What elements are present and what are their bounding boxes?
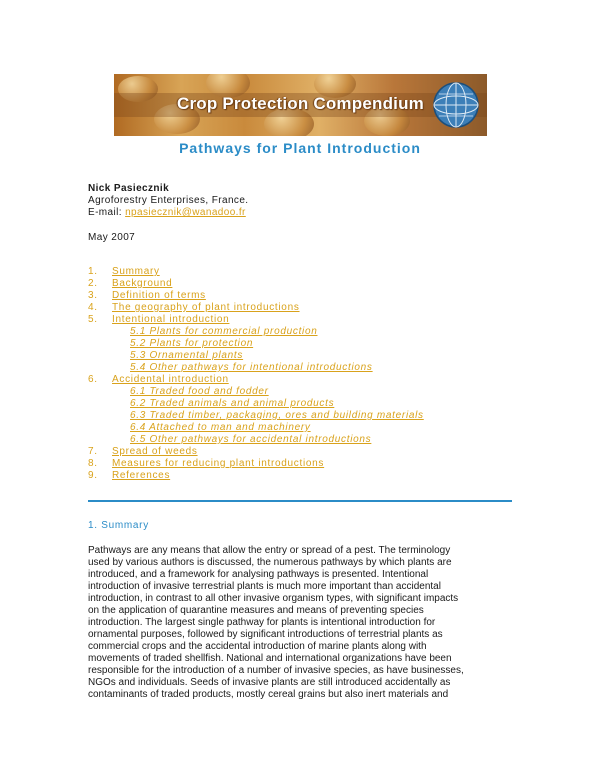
toc-label: 5.4 Other pathways for intentional introductions [130, 362, 373, 373]
toc-number: 2. [88, 278, 98, 289]
toc-label: 6.1 Traded food and fodder [130, 386, 269, 397]
header-banner [114, 74, 487, 136]
toc-label: 6.3 Traded timber, packaging, ores and building materials [130, 410, 424, 421]
summary-line: introduced, and a framework for analysing pathways is presented. Intentional [88, 569, 429, 580]
toc-link[interactable] [88, 422, 424, 434]
toc-number: 9. [88, 470, 98, 481]
table-of-contents [88, 266, 424, 482]
toc-number: 4. [88, 302, 98, 313]
toc-label: Definition of terms [112, 290, 206, 301]
toc-label: Measures for reducing plant introductions [112, 458, 325, 469]
summary-line: introduction of invasive terrestrial plants is much more important than accidental [88, 581, 441, 592]
toc-number: 1. [88, 266, 98, 277]
toc-number: 6. [88, 374, 98, 385]
summary-line: commercial crops and the accidental introduction of marine plants along with [88, 641, 427, 652]
author-email-line [88, 207, 246, 219]
summary-paragraph [88, 545, 516, 701]
toc-link[interactable] [88, 398, 424, 410]
toc-link[interactable] [88, 314, 424, 326]
toc-label: 6.2 Traded animals and animal products [130, 398, 335, 409]
toc-label: 5.3 Ornamental plants [130, 350, 244, 361]
summary-line: Pathways are any means that allow the entry or spread of a pest. The terminology [88, 545, 451, 556]
toc-link[interactable] [88, 266, 424, 278]
document-title: Pathways for Plant Introduction [179, 140, 421, 156]
toc-label: 5.1 Plants for commercial production [130, 326, 318, 337]
toc-link[interactable] [88, 350, 424, 362]
toc-label: The geography of plant introductions [112, 302, 300, 313]
toc-label: References [112, 470, 171, 481]
toc-link[interactable] [88, 374, 424, 386]
document-date: May 2007 [88, 232, 136, 243]
summary-heading: 1. Summary [88, 520, 149, 531]
toc-link[interactable] [88, 410, 424, 422]
summary-line: on the application of quarantine measures and means of preventing species [88, 605, 424, 616]
toc-label: 6.5 Other pathways for accidental introductions [130, 434, 372, 445]
toc-link[interactable] [88, 278, 424, 290]
summary-line: responsible for the introduction of a number of invasive species, as have businesses, [88, 665, 464, 676]
toc-link[interactable] [88, 446, 424, 458]
summary-line: contaminants of traded products, mostly cereal grains but also inert materials and [88, 689, 449, 700]
toc-label: Background [112, 278, 173, 289]
summary-line: introduction, in contrast to all other invasive organism types, with significant impacts [88, 593, 459, 604]
summary-line: introduction. The largest single pathway for plants is intentional introduction for [88, 617, 436, 628]
summary-line: ornamental purposes, followed by significant introductions of terrestrial plants as [88, 629, 443, 640]
toc-label: Accidental introduction [112, 374, 229, 385]
toc-label: Spread of weeds [112, 446, 198, 457]
toc-number: 3. [88, 290, 98, 301]
toc-link[interactable] [88, 326, 424, 338]
section-divider [88, 500, 512, 502]
toc-link[interactable] [88, 338, 424, 350]
email-link[interactable]: npasiecznik@wanadoo.fr [125, 207, 246, 218]
summary-line: NGOs and individuals. Seeds of invasive plants are still introduced accidentally as [88, 677, 451, 688]
toc-label: 5.2 Plants for protection [130, 338, 254, 349]
summary-line: used by various authors is discussed, the numerous pathways by which plants are [88, 557, 452, 568]
toc-link[interactable] [88, 434, 424, 446]
toc-link[interactable] [88, 386, 424, 398]
toc-link[interactable] [88, 470, 424, 482]
toc-label: Summary [112, 266, 160, 277]
toc-number: 8. [88, 458, 98, 469]
globe-icon [431, 80, 481, 130]
banner-title: Crop Protection Compendium [177, 94, 424, 113]
toc-label: 6.4 Attached to man and machinery [130, 422, 311, 433]
author-affiliation: Agroforestry Enterprises, France. [88, 195, 249, 206]
toc-label: Intentional introduction [112, 314, 230, 325]
toc-link[interactable] [88, 362, 424, 374]
toc-number: 7. [88, 446, 98, 457]
toc-link[interactable] [88, 302, 424, 314]
email-label: E-mail: [88, 207, 126, 218]
author-name: Nick Pasiecznik [88, 183, 170, 194]
summary-line: movements of traded shellfish. National and international organizations have been [88, 653, 452, 664]
toc-link[interactable] [88, 290, 424, 302]
toc-link[interactable] [88, 458, 424, 470]
toc-number: 5. [88, 314, 98, 325]
